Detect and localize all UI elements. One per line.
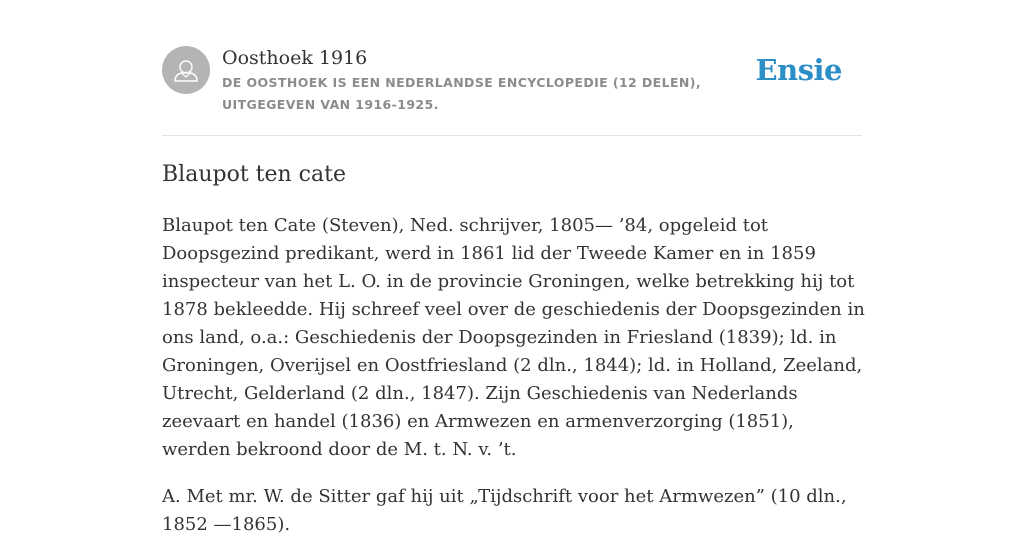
source-title[interactable]: Oosthoek 1916 (222, 47, 368, 69)
source-avatar[interactable] (162, 46, 210, 94)
article-body (162, 212, 866, 558)
source-description: DE OOSTHOEK IS EEN NEDERLANDSE ENCYCLOPEDIE (12 DELEN), UITGEGEVEN VAN 1916-1925. (222, 75, 702, 112)
header-divider (162, 135, 862, 136)
source-header (162, 46, 862, 118)
ensie-logo-link[interactable]: Ensie (755, 53, 842, 87)
article-title: Blaupot ten cate (162, 162, 346, 187)
article-paragraph: Blaupot ten Cate (Steven), Ned. schrijver, 1805— ’84, opgeleid tot Doopsgezind predikant, werd in 1861 lid der Tweede Kamer en in 1859 inspecteur van het L. O. in de provincie Groningen, welke betrekking hij tot 1878 bekleedde. Hij schreef veel over de geschiedenis der Doopsgezinden in ons land, o.a.: Geschiedenis der Doopsgezinden in Friesland (1839); ld. in Groningen, Overijsel en Oostfriesland (2 dln., 1844); ld. in Holland, Zeeland, Utrecht, Gelderland (2 dln., 1847). Zijn Geschiedenis van Nederlands zeevaart en handel (1836) en Armwezen en armenverzorging (1851), werden bekroond door de M. t. N. v. ’t. (162, 215, 865, 460)
user-icon (162, 46, 210, 94)
article-paragraph: A. Met mr. W. de Sitter gaf hij uit „Tijdschrift voor het Armwezen” (10 dln., 1852 —1865). (162, 486, 847, 535)
